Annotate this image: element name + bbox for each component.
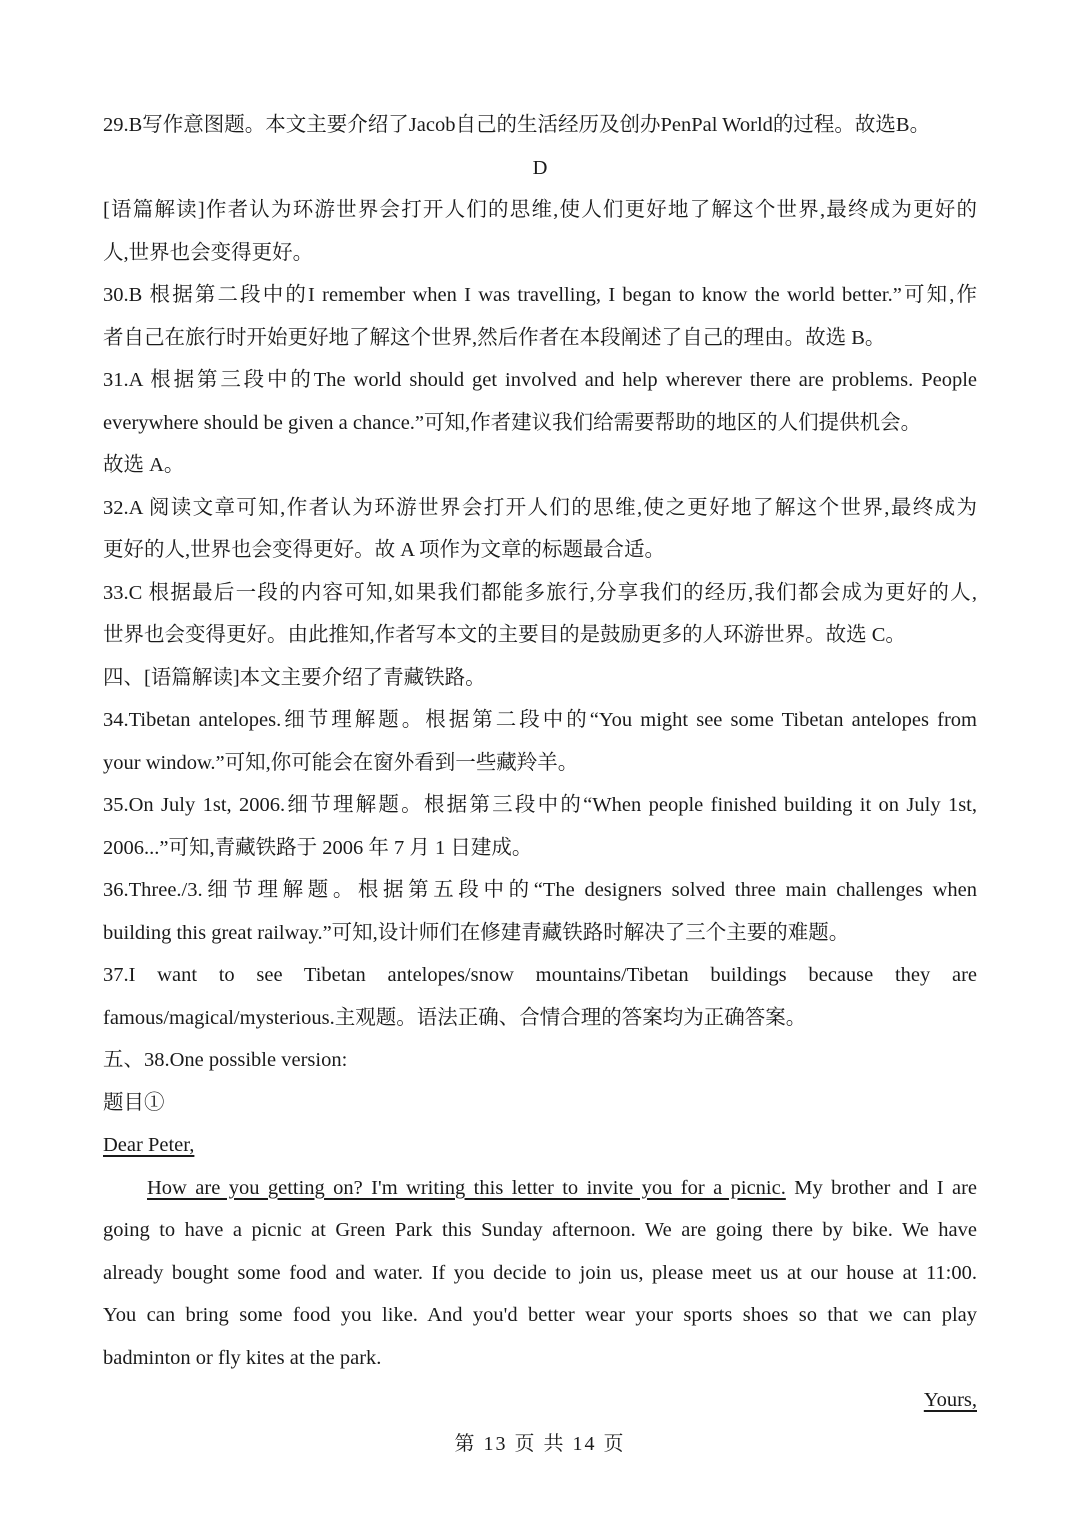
section-heading-d: D (532, 156, 548, 179)
passage-summary-d-line2: 人,世界也会变得更好。 (103, 241, 314, 264)
answer-32-line2: 更好的人,世界也会变得更好。故 A 项作为文章的标题最合适。 (103, 539, 666, 561)
letter-opening-line (103, 1167, 977, 1210)
answer-31-line2: everywhere should be given a chance.”可知,作者建议我们给需要帮助的地区的人们提供机会。 (103, 411, 922, 434)
answer-37-line1: 37.I want to see Tibetan antelopes/snow mountains/Tibetan buildings because they are (103, 964, 977, 986)
section-five-heading: 五、38.One possible version: (103, 1049, 348, 1071)
answer-36-line2: building this great railway.”可知,设计师们在修建青藏铁路时解决了三个主要的难题。 (103, 921, 850, 944)
answer-34-line2: your window.”可知,你可能会在窗外看到一些藏羚羊。 (103, 751, 579, 774)
document-page (103, 104, 977, 1422)
salutation-text: Dear Peter, (103, 1134, 195, 1156)
closing-text: Yours, (923, 1389, 977, 1411)
answer-31-line3: 故选 A。 (103, 454, 185, 476)
answer-37-line2: famous/magical/mysterious.主观题。语法正确、合情合理的答案均为正确答案。 (103, 1006, 807, 1029)
letter-body-line: already bought some food and water. If you decide to join us, please meet us at our house at 11:00. (103, 1261, 977, 1284)
answer-29: 29.B写作意图题。本文主要介绍了Jacob自己的生活经历及创办PenPal World的过程。故选B。 (103, 114, 931, 136)
section-four-summary: 四、[语篇解读]本文主要介绍了青藏铁路。 (103, 666, 486, 689)
answer-30-line1: 30.B 根据第二段中的I remember when I was travelling, I began to know the world better.”可知,作 (103, 284, 977, 306)
letter-opening-underlined: How are you getting on? I'm writing this letter to invite you for a picnic. (147, 1176, 786, 1199)
answer-35-line2: 2006...”可知,青藏铁路于 2006 年 7 月 1 日建成。 (103, 836, 533, 859)
passage-summary-d-line1: [语篇解读]作者认为环游世界会打开人们的思维,使人们更好地了解这个世界,最终成为更好的 (103, 199, 977, 221)
letter-body-line: You can bring some food you like. And you'd better wear your sports shoes so that we can play (103, 1304, 977, 1326)
page-footer: 第 13 页 共 14 页 (454, 1433, 626, 1455)
answer-33-line1: 33.C 根据最后一段的内容可知,如果我们都能多旅行,分享我们的经历,我们都会成为更好的人, (103, 581, 977, 604)
answer-35-line1: 35.On July 1st, 2006.细节理解题。根据第三段中的“When people finished building it on July 1st, (103, 794, 977, 816)
answer-36-line1: 36.Three./3.细节理解题。根据第五段中的“The designers solved three main challenges when (103, 879, 977, 901)
answer-30-line2: 者自己在旅行时开始更好地了解这个世界,然后作者在本段阐述了自己的理由。故选 B。 (103, 326, 886, 349)
answer-34-line1: 34.Tibetan antelopes.细节理解题。根据第二段中的“You might see some Tibetan antelopes from (103, 709, 977, 731)
answer-32-line1: 32.A 阅读文章可知,作者认为环游世界会打开人们的思维,使之更好地了解这个世界,最终成为 (103, 496, 977, 519)
letter-body-line: going to have a picnic at Green Park this Sunday afternoon. We are going there by bike. We have (103, 1219, 977, 1241)
letter-closing (103, 1379, 977, 1422)
answer-31-line1: 31.A 根据第三段中的The world should get involved and help wherever there are problems. People (103, 369, 977, 391)
letter-body-line: badminton or fly kites at the park. (103, 1346, 382, 1369)
topic-label: 题目① (103, 1091, 165, 1114)
letter-salutation (103, 1124, 977, 1167)
letter-opening-rest: My brother and I are (785, 1176, 977, 1199)
answer-33-line2: 世界也会变得更好。由此推知,作者写本文的主要目的是鼓励更多的人环游世界。故选 C。 (103, 624, 906, 646)
